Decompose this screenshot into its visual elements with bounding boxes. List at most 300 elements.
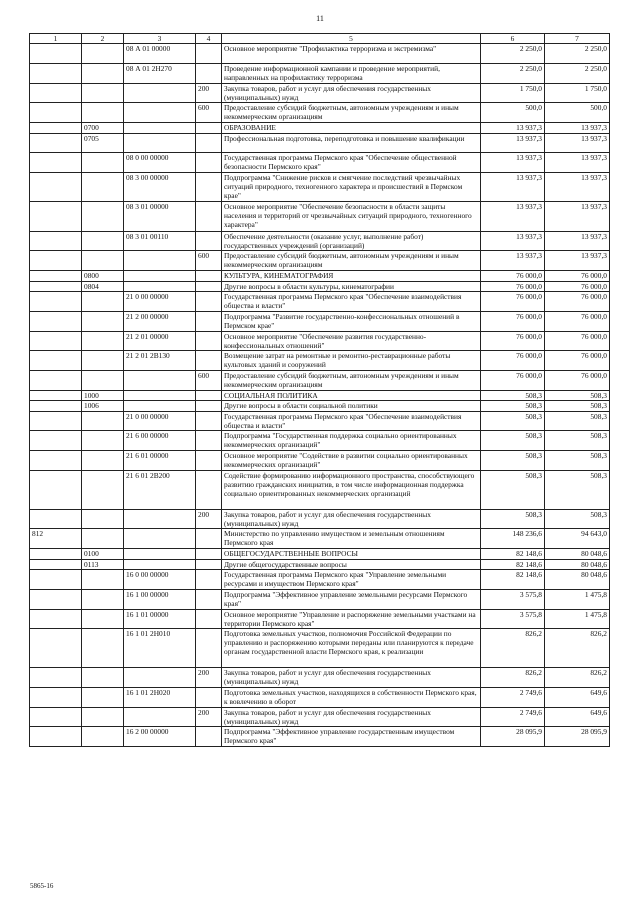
description-cell: Подпрограмма "Эффективное управление земельными ресурсами Пермского края"	[222, 589, 481, 609]
expense-type-cell	[196, 133, 222, 153]
target-article-cell: 16 1 01 2Н010	[124, 629, 196, 668]
amount-year1-cell: 13 937,3	[481, 202, 545, 231]
amount-year2-cell: 508,3	[545, 390, 610, 400]
ministry-code-cell	[30, 371, 82, 391]
expense-type-cell: 600	[196, 251, 222, 271]
target-article-cell: 08 А 01 2Н270	[124, 63, 196, 83]
amount-year2-cell: 826,2	[545, 668, 610, 688]
target-article-cell: 21 2 01 00000	[124, 331, 196, 351]
section-code-cell	[82, 509, 124, 529]
amount-year2-cell: 649,6	[545, 707, 610, 727]
ministry-code-cell	[30, 707, 82, 727]
amount-year1-cell: 76 000,0	[481, 331, 545, 351]
amount-year2-cell: 2 250,0	[545, 63, 610, 83]
ministry-code-cell	[30, 549, 82, 559]
target-article-cell	[124, 559, 196, 569]
target-article-cell	[124, 123, 196, 133]
amount-year2-cell: 76 000,0	[545, 351, 610, 371]
amount-year2-cell: 76 000,0	[545, 371, 610, 391]
table-row	[30, 529, 610, 549]
expense-type-cell	[196, 559, 222, 569]
ministry-code-cell	[30, 133, 82, 153]
ministry-code-cell	[30, 173, 82, 202]
amount-year2-cell: 508,3	[545, 411, 610, 431]
target-article-cell	[124, 281, 196, 291]
description-cell: Проведение информационной кампании и проведение мероприятий, направленных на профилактику терроризма	[222, 63, 481, 83]
description-cell: Министерство по управлению имуществом и земельным отношениям Пермского края	[222, 529, 481, 549]
section-code-cell	[82, 570, 124, 590]
section-code-cell	[82, 331, 124, 351]
description-cell: СОЦИАЛЬНАЯ ПОЛИТИКА	[222, 390, 481, 400]
ministry-code-cell	[30, 471, 82, 510]
target-article-cell	[124, 103, 196, 123]
table-row	[30, 559, 610, 569]
amount-year2-cell: 94 643,0	[545, 529, 610, 549]
section-code-cell	[82, 153, 124, 173]
amount-year1-cell: 13 937,3	[481, 231, 545, 251]
column-header: 4	[196, 34, 222, 44]
amount-year1-cell: 3 575,8	[481, 589, 545, 609]
section-code-cell	[82, 609, 124, 629]
description-cell: Закупка товаров, работ и услуг для обеспечения государственных (муниципальных) нужд	[222, 83, 481, 103]
description-cell: Подготовка земельных участков, находящихся в собственности Пермского края, к вовлечению в оборот	[222, 687, 481, 707]
amount-year2-cell: 508,3	[545, 401, 610, 411]
expense-type-cell	[196, 549, 222, 559]
table-row	[30, 471, 610, 510]
ministry-code-cell	[30, 44, 82, 64]
amount-year2-cell: 13 937,3	[545, 202, 610, 231]
amount-year1-cell: 508,3	[481, 431, 545, 451]
section-code-cell	[82, 668, 124, 688]
section-code-cell	[82, 311, 124, 331]
target-article-cell	[124, 668, 196, 688]
amount-year1-cell: 13 937,3	[481, 251, 545, 271]
table-row	[30, 727, 610, 747]
description-cell: Основное мероприятие "Содействие в развитии социально ориентированных некоммерческих организаций"	[222, 451, 481, 471]
table-row	[30, 509, 610, 529]
ministry-code-cell	[30, 559, 82, 569]
description-cell: Государственная программа Пермского края "Управление земельными ресурсами и имуществом Пермского края"	[222, 570, 481, 590]
expense-type-cell: 600	[196, 371, 222, 391]
table-row	[30, 589, 610, 609]
amount-year1-cell: 826,2	[481, 629, 545, 668]
section-code-cell	[82, 251, 124, 271]
amount-year2-cell: 13 937,3	[545, 173, 610, 202]
table-row	[30, 707, 610, 727]
expense-type-cell	[196, 291, 222, 311]
target-article-cell: 16 1 01 00000	[124, 609, 196, 629]
description-cell: Основное мероприятие "Профилактика терроризма и экстремизма"	[222, 44, 481, 64]
table-row	[30, 431, 610, 451]
expense-type-cell	[196, 589, 222, 609]
target-article-cell: 21 6 01 00000	[124, 451, 196, 471]
section-code-cell	[82, 629, 124, 668]
amount-year2-cell: 28 095,9	[545, 727, 610, 747]
ministry-code-cell	[30, 231, 82, 251]
description-cell: Подготовка земельных участков, полномочия Российской Федерации по управлению и распоряжению которыми переданы или планируются к передаче органам государственной власти Пермского края, к реализации	[222, 629, 481, 668]
column-header: 2	[82, 34, 124, 44]
ministry-code-cell	[30, 83, 82, 103]
table-row	[30, 63, 610, 83]
ministry-code-cell	[30, 401, 82, 411]
expense-type-cell	[196, 471, 222, 510]
table-row	[30, 451, 610, 471]
section-code-cell: 0705	[82, 133, 124, 153]
description-cell: Профессиональная подготовка, переподготовка и повышение квалификации	[222, 133, 481, 153]
section-code-cell: 0100	[82, 549, 124, 559]
expense-type-cell: 200	[196, 83, 222, 103]
amount-year1-cell: 28 095,9	[481, 727, 545, 747]
table-row	[30, 153, 610, 173]
description-cell: Подпрограмма "Развитие государственно-конфессиональных отношений в Пермском крае"	[222, 311, 481, 331]
expense-type-cell: 200	[196, 707, 222, 727]
amount-year2-cell: 76 000,0	[545, 271, 610, 281]
section-code-cell	[82, 727, 124, 747]
expense-type-cell	[196, 727, 222, 747]
target-article-cell: 08 0 00 00000	[124, 153, 196, 173]
section-code-cell	[82, 687, 124, 707]
ministry-code-cell	[30, 331, 82, 351]
expense-type-cell: 200	[196, 509, 222, 529]
table-row	[30, 173, 610, 202]
ministry-code-cell	[30, 63, 82, 83]
amount-year1-cell: 76 000,0	[481, 371, 545, 391]
column-header: 7	[545, 34, 610, 44]
section-code-cell	[82, 173, 124, 202]
table-row	[30, 549, 610, 559]
amount-year1-cell: 76 000,0	[481, 271, 545, 281]
amount-year1-cell: 508,3	[481, 411, 545, 431]
column-header: 1	[30, 34, 82, 44]
column-header: 3	[124, 34, 196, 44]
ministry-code-cell	[30, 271, 82, 281]
expense-type-cell	[196, 173, 222, 202]
ministry-code-cell	[30, 509, 82, 529]
section-code-cell	[82, 431, 124, 451]
amount-year2-cell: 826,2	[545, 629, 610, 668]
amount-year2-cell: 76 000,0	[545, 331, 610, 351]
column-header: 5	[222, 34, 481, 44]
table-row	[30, 103, 610, 123]
amount-year1-cell: 508,3	[481, 390, 545, 400]
amount-year1-cell: 508,3	[481, 451, 545, 471]
table-row	[30, 231, 610, 251]
section-code-cell	[82, 529, 124, 549]
section-code-cell	[82, 451, 124, 471]
amount-year1-cell: 13 937,3	[481, 153, 545, 173]
expense-type-cell	[196, 431, 222, 451]
table-row	[30, 570, 610, 590]
table-body	[30, 44, 610, 747]
table-row	[30, 44, 610, 64]
ministry-code-cell	[30, 687, 82, 707]
section-code-cell	[82, 471, 124, 510]
amount-year2-cell: 80 048,6	[545, 570, 610, 590]
amount-year2-cell: 1 750,0	[545, 83, 610, 103]
description-cell: Содействие формированию информационного пространства, способствующего развитию гражданских инициатив, в том числе информационная поддержка социально ориентированных некоммерческих организаций	[222, 471, 481, 510]
amount-year1-cell: 76 000,0	[481, 281, 545, 291]
section-code-cell	[82, 44, 124, 64]
expense-type-cell	[196, 390, 222, 400]
section-code-cell: 1006	[82, 401, 124, 411]
description-cell: Основное мероприятие "Управление и распоряжение земельными участками на территории Пермского края"	[222, 609, 481, 629]
target-article-cell	[124, 529, 196, 549]
ministry-code-cell	[30, 431, 82, 451]
amount-year1-cell: 13 937,3	[481, 173, 545, 202]
amount-year1-cell: 2 250,0	[481, 63, 545, 83]
amount-year1-cell: 76 000,0	[481, 291, 545, 311]
ministry-code-cell	[30, 202, 82, 231]
amount-year2-cell: 1 475,8	[545, 589, 610, 609]
section-code-cell	[82, 707, 124, 727]
description-cell: Другие вопросы в области культуры, кинематографии	[222, 281, 481, 291]
ministry-code-cell	[30, 351, 82, 371]
amount-year2-cell: 76 000,0	[545, 291, 610, 311]
target-article-cell: 16 0 00 00000	[124, 570, 196, 590]
ministry-code-cell	[30, 390, 82, 400]
expense-type-cell	[196, 271, 222, 281]
description-cell: Другие общегосударственные вопросы	[222, 559, 481, 569]
table-row	[30, 281, 610, 291]
expense-type-cell	[196, 451, 222, 471]
description-cell: Подпрограмма "Государственная поддержка социально ориентированных некоммерческих организаций"	[222, 431, 481, 451]
target-article-cell: 21 6 00 00000	[124, 431, 196, 451]
description-cell: Другие вопросы в области социальной политики	[222, 401, 481, 411]
page-number: 11	[316, 14, 324, 23]
ministry-code-cell	[30, 123, 82, 133]
amount-year1-cell: 1 750,0	[481, 83, 545, 103]
target-article-cell: 21 2 00 00000	[124, 311, 196, 331]
amount-year2-cell: 508,3	[545, 431, 610, 451]
amount-year1-cell: 82 148,6	[481, 559, 545, 569]
ministry-code-cell	[30, 103, 82, 123]
expense-type-cell	[196, 63, 222, 83]
table-row	[30, 411, 610, 431]
column-header: 6	[481, 34, 545, 44]
target-article-cell: 16 2 00 00000	[124, 727, 196, 747]
expense-type-cell	[196, 411, 222, 431]
section-code-cell	[82, 589, 124, 609]
amount-year2-cell: 76 000,0	[545, 311, 610, 331]
description-cell: Основное мероприятие "Обеспечение безопасности в области защиты населения и территорий от чрезвычайных ситуаций природного, техногенного характера"	[222, 202, 481, 231]
description-cell: КУЛЬТУРА, КИНЕМАТОГРАФИЯ	[222, 271, 481, 281]
table-row	[30, 251, 610, 271]
amount-year1-cell: 3 575,8	[481, 609, 545, 629]
table-row	[30, 371, 610, 391]
amount-year2-cell: 1 475,8	[545, 609, 610, 629]
amount-year2-cell: 13 937,3	[545, 153, 610, 173]
expense-type-cell	[196, 202, 222, 231]
target-article-cell	[124, 509, 196, 529]
description-cell: Государственная программа Пермского края "Обеспечение взаимодействия общества и власти"	[222, 411, 481, 431]
amount-year1-cell: 76 000,0	[481, 351, 545, 371]
section-code-cell: 0700	[82, 123, 124, 133]
amount-year2-cell: 13 937,3	[545, 251, 610, 271]
ministry-code-cell	[30, 668, 82, 688]
footer-document-code: 5865-16	[30, 882, 54, 890]
table-row	[30, 401, 610, 411]
amount-year1-cell: 826,2	[481, 668, 545, 688]
target-article-cell: 08 3 01 00000	[124, 202, 196, 231]
ministry-code-cell	[30, 451, 82, 471]
table-row	[30, 83, 610, 103]
ministry-code-cell	[30, 589, 82, 609]
description-cell: Подпрограмма "Эффективное управление государственным имуществом Пермского края"	[222, 727, 481, 747]
amount-year2-cell: 649,6	[545, 687, 610, 707]
ministry-code-cell	[30, 291, 82, 311]
expense-type-cell	[196, 401, 222, 411]
amount-year1-cell: 2 749,6	[481, 687, 545, 707]
table-row	[30, 390, 610, 400]
expense-type-cell	[196, 281, 222, 291]
amount-year1-cell: 2 250,0	[481, 44, 545, 64]
target-article-cell: 21 0 00 00000	[124, 291, 196, 311]
section-code-cell: 1000	[82, 390, 124, 400]
section-code-cell	[82, 63, 124, 83]
target-article-cell: 08 3 00 00000	[124, 173, 196, 202]
target-article-cell: 21 6 01 2В200	[124, 471, 196, 510]
target-article-cell: 21 2 01 2В130	[124, 351, 196, 371]
amount-year2-cell: 2 250,0	[545, 44, 610, 64]
section-code-cell	[82, 291, 124, 311]
amount-year2-cell: 13 937,3	[545, 123, 610, 133]
table-row	[30, 609, 610, 629]
target-article-cell	[124, 251, 196, 271]
amount-year2-cell: 508,3	[545, 451, 610, 471]
table-row	[30, 133, 610, 153]
amount-year2-cell: 76 000,0	[545, 281, 610, 291]
description-cell: Закупка товаров, работ и услуг для обеспечения государственных (муниципальных) нужд	[222, 707, 481, 727]
table-row	[30, 687, 610, 707]
table-row	[30, 291, 610, 311]
target-article-cell	[124, 549, 196, 559]
description-cell: Основное мероприятие "Обеспечение развития государственно-конфессиональных отношений"	[222, 331, 481, 351]
amount-year1-cell: 508,3	[481, 471, 545, 510]
target-article-cell	[124, 133, 196, 153]
description-cell: Предоставление субсидий бюджетным, автономным учреждениям и иным некоммерческим организациям	[222, 251, 481, 271]
ministry-code-cell	[30, 609, 82, 629]
target-article-cell	[124, 371, 196, 391]
description-cell: Закупка товаров, работ и услуг для обеспечения государственных (муниципальных) нужд	[222, 509, 481, 529]
target-article-cell	[124, 83, 196, 103]
amount-year2-cell: 508,3	[545, 509, 610, 529]
target-article-cell: 16 1 00 00000	[124, 589, 196, 609]
target-article-cell	[124, 401, 196, 411]
target-article-cell	[124, 707, 196, 727]
expense-type-cell	[196, 687, 222, 707]
table-header-row	[30, 34, 610, 44]
expense-type-cell: 600	[196, 103, 222, 123]
expense-type-cell	[196, 529, 222, 549]
amount-year1-cell: 82 148,6	[481, 570, 545, 590]
expense-type-cell	[196, 153, 222, 173]
expense-type-cell	[196, 231, 222, 251]
target-article-cell	[124, 390, 196, 400]
ministry-code-cell	[30, 153, 82, 173]
budget-table	[29, 33, 610, 747]
amount-year2-cell: 80 048,6	[545, 559, 610, 569]
description-cell: ОБРАЗОВАНИЕ	[222, 123, 481, 133]
description-cell: Закупка товаров, работ и услуг для обеспечения государственных (муниципальных) нужд	[222, 668, 481, 688]
expense-type-cell: 200	[196, 668, 222, 688]
section-code-cell	[82, 103, 124, 123]
ministry-code-cell	[30, 311, 82, 331]
ministry-code-cell	[30, 570, 82, 590]
amount-year2-cell: 80 048,6	[545, 549, 610, 559]
description-cell: Государственная программа Пермского края "Обеспечение взаимодействия общества и власти"	[222, 291, 481, 311]
amount-year1-cell: 76 000,0	[481, 311, 545, 331]
description-cell: Государственная программа Пермского края "Обеспечение общественной безопасности Пермского края"	[222, 153, 481, 173]
description-cell: Обеспечение деятельности (оказание услуг, выполнение работ) государственных учреждений (организаций)	[222, 231, 481, 251]
section-code-cell	[82, 411, 124, 431]
expense-type-cell	[196, 331, 222, 351]
amount-year2-cell: 13 937,3	[545, 133, 610, 153]
table-row	[30, 311, 610, 331]
expense-type-cell	[196, 44, 222, 64]
target-article-cell	[124, 271, 196, 281]
amount-year1-cell: 148 236,6	[481, 529, 545, 549]
description-cell: Предоставление субсидий бюджетным, автономным учреждениям и иным некоммерческим организациям	[222, 371, 481, 391]
table-row	[30, 331, 610, 351]
target-article-cell: 08 3 01 00110	[124, 231, 196, 251]
amount-year2-cell: 13 937,3	[545, 231, 610, 251]
description-cell: Подпрограмма "Снижение рисков и смягчение последствий чрезвычайных ситуаций природного, техногенного характера и происшествий в Пермском крае"	[222, 173, 481, 202]
amount-year1-cell: 13 937,3	[481, 133, 545, 153]
table-row	[30, 123, 610, 133]
table-row	[30, 351, 610, 371]
description-cell: Предоставление субсидий бюджетным, автономным учреждениям и иным некоммерческим организациям	[222, 103, 481, 123]
table-row	[30, 668, 610, 688]
target-article-cell: 16 1 01 2Н020	[124, 687, 196, 707]
section-code-cell: 0804	[82, 281, 124, 291]
amount-year1-cell: 13 937,3	[481, 123, 545, 133]
section-code-cell	[82, 202, 124, 231]
ministry-code-cell	[30, 629, 82, 668]
section-code-cell: 0800	[82, 271, 124, 281]
ministry-code-cell	[30, 727, 82, 747]
table-row	[30, 202, 610, 231]
target-article-cell: 21 0 00 00000	[124, 411, 196, 431]
amount-year1-cell: 508,3	[481, 509, 545, 529]
section-code-cell	[82, 83, 124, 103]
expense-type-cell	[196, 609, 222, 629]
amount-year2-cell: 500,0	[545, 103, 610, 123]
section-code-cell: 0113	[82, 559, 124, 569]
expense-type-cell	[196, 629, 222, 668]
ministry-code-cell	[30, 251, 82, 271]
amount-year2-cell: 508,3	[545, 471, 610, 510]
description-cell: Возмещение затрат на ремонтные и ремонтно-реставрационные работы культовых зданий и сооружений	[222, 351, 481, 371]
section-code-cell	[82, 371, 124, 391]
target-article-cell: 08 А 01 00000	[124, 44, 196, 64]
amount-year1-cell: 2 749,6	[481, 707, 545, 727]
expense-type-cell	[196, 570, 222, 590]
amount-year1-cell: 500,0	[481, 103, 545, 123]
table-row	[30, 271, 610, 281]
expense-type-cell	[196, 123, 222, 133]
ministry-code-cell	[30, 411, 82, 431]
ministry-code-cell	[30, 281, 82, 291]
expense-type-cell	[196, 311, 222, 331]
section-code-cell	[82, 351, 124, 371]
description-cell: ОБЩЕГОСУДАРСТВЕННЫЕ ВОПРОСЫ	[222, 549, 481, 559]
section-code-cell	[82, 231, 124, 251]
expense-type-cell	[196, 351, 222, 371]
ministry-code-cell: 812	[30, 529, 82, 549]
table-row	[30, 629, 610, 668]
amount-year1-cell: 82 148,6	[481, 549, 545, 559]
amount-year1-cell: 508,3	[481, 401, 545, 411]
